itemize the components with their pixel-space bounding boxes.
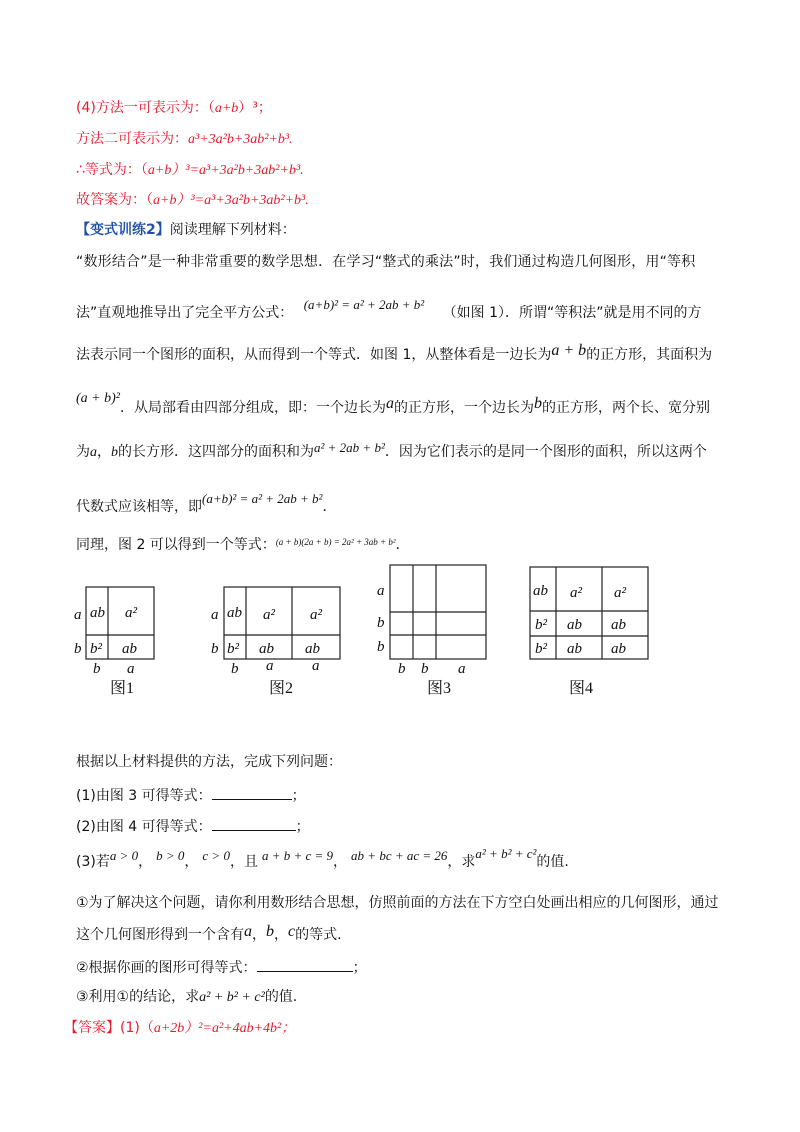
question-text: ； — [352, 960, 367, 976]
answer-blank[interactable] — [212, 785, 292, 800]
fig4-caption: 图4 — [569, 680, 594, 697]
question-1 — [76, 785, 306, 806]
question-text: ③利用①的结论，求 — [76, 989, 200, 1005]
fig2-cell-4: b² — [227, 641, 239, 657]
fig2-cell-2: a² — [263, 607, 275, 623]
answer-text: (4)方法一可表示为：（ — [76, 100, 215, 116]
para-text: 的正方形，两个长、宽分别 — [541, 400, 710, 416]
para-text: （如图 1）．所谓“等积法”就是用不同的方 — [442, 305, 702, 321]
material-para-line2 — [76, 297, 702, 323]
question-text: (1)由图 3 可得等式： — [76, 788, 212, 804]
fig1-left-label: a — [74, 607, 82, 623]
question-2 — [76, 816, 310, 837]
question-text: ， — [333, 854, 348, 870]
para-text: 法”直观地推导出了完全平方公式： — [76, 305, 294, 321]
math-expr: a > 0 — [109, 848, 139, 863]
fig1-cell-3: b² — [90, 641, 102, 657]
math-expr: c > 0 — [202, 848, 230, 863]
para-text: 的正方形，一个边长为 — [393, 400, 534, 416]
answer-line-final — [76, 190, 309, 211]
para-text: ． — [322, 499, 337, 515]
fig1-cell-4: ab — [122, 641, 137, 657]
question-text: 的值. — [264, 989, 298, 1005]
para-text: ． — [395, 537, 410, 553]
material-para-line6 — [76, 491, 337, 517]
fig4-cell-8: ab — [567, 641, 582, 657]
sub-question-1-line2 — [76, 925, 342, 945]
fig2-outline — [224, 587, 340, 659]
fig3-left-label: b — [377, 615, 385, 631]
formula-square: (a+b)² = a² + 2ab + b² — [303, 297, 425, 312]
math-expr: a² + b² + c² — [475, 846, 537, 861]
answer-text: ）³； — [238, 100, 272, 116]
variant-tag: 【变式训练2】 — [76, 222, 170, 238]
fig1-bottom-label: b — [93, 661, 101, 677]
question-text: 的等式. — [295, 927, 342, 943]
sub-question-1-line1: ①为了解决这个问题，请你利用数形结合思想，仿照前面的方法在下方空白处画出相应的几何图形，通过 — [76, 895, 719, 911]
question-text: ，且 — [229, 854, 258, 870]
math-expr: a² + b² + c² — [199, 990, 265, 1005]
answer-text: 故答案为：（ — [76, 192, 153, 208]
math-expr: b > 0 — [156, 848, 185, 863]
math-expr: ）³=a³+3a²b+3ab²+b³. — [171, 163, 304, 178]
para-text: ．因为它们表示的是同一个图形的面积，所以这两个 — [384, 444, 707, 460]
question-text: ； — [295, 819, 310, 835]
question-text: ， — [252, 927, 266, 943]
question-text: 的值. — [536, 854, 569, 870]
question-text: ， — [138, 854, 153, 870]
fig2-left-label: b — [211, 641, 219, 657]
question-text: (2)由图 4 可得等式： — [76, 819, 212, 835]
material-para-line7 — [76, 535, 410, 556]
answer-section — [64, 1018, 295, 1039]
math-expr: (a + b)² — [76, 391, 120, 406]
fig4-cell-3: a² — [614, 585, 626, 601]
para-text: 的正方形，其面积为 — [586, 347, 713, 363]
fig2-cell-6: ab — [305, 641, 320, 657]
math-expr: a+2b — [153, 1021, 185, 1036]
math-expr: a³+3a²b+3ab²+b³. — [188, 132, 293, 147]
fig4-cell-4: b² — [535, 617, 547, 633]
question-text: ②根据你画的图形可得等式： — [76, 960, 257, 976]
fig1-cell-1: ab — [90, 605, 105, 621]
fig1-cell-2: a² — [125, 605, 137, 621]
sub-question-2 — [76, 957, 367, 978]
material-para-line5 — [76, 442, 707, 463]
fig2-caption: 图2 — [269, 680, 294, 697]
question-text: ， — [274, 927, 288, 943]
para-text: 为 — [76, 444, 90, 460]
fig2-cell-1: ab — [227, 605, 242, 621]
formula-square: (a+b)² = a² + 2ab + b² — [202, 491, 323, 506]
fig2-bottom-label: a — [312, 658, 320, 674]
question-text: ，求 — [447, 854, 476, 870]
fig3-left-label: b — [377, 639, 385, 655]
material-para-line3 — [76, 342, 713, 365]
math-var: c — [288, 923, 296, 940]
fig2-cell-5: ab — [259, 641, 274, 657]
fig1-caption: 图1 — [110, 680, 135, 697]
fig4-cell-7: b² — [535, 641, 547, 657]
fig3-bottom-label: b — [421, 661, 429, 677]
fig1-bottom-label: a — [127, 661, 135, 677]
math-var: a — [90, 445, 97, 460]
para-text: 法表示同一个图形的面积，从而得到一个等式．如图 1，从整体看是一边长为 — [76, 347, 552, 363]
fig4-outline — [530, 567, 648, 659]
math-expr: a + b — [551, 342, 587, 359]
fig2-bottom-label: a — [266, 658, 274, 674]
para-text: 同理，图 2 可以得到一个等式： — [76, 537, 276, 553]
math-expr: ）²=a²+4ab+4b²； — [184, 1021, 296, 1036]
answer-line-method1 — [76, 98, 272, 119]
answer-text: (1)（ — [120, 1020, 154, 1036]
question-text: (3)若 — [76, 854, 110, 870]
sub-question-3 — [76, 987, 297, 1008]
fig4-cell-6: ab — [611, 617, 626, 633]
math-var: b — [533, 395, 542, 412]
math-expr: ab + bc + ac = 26 — [351, 848, 448, 863]
fig2-left-label: a — [211, 607, 219, 623]
math-var: b — [111, 445, 118, 460]
fig4-cell-9: ab — [611, 641, 626, 657]
math-expr: a+b — [147, 163, 172, 178]
fig1-left-label: b — [74, 641, 82, 657]
answer-tag: 【答案】 — [64, 1020, 120, 1036]
para-text: ．从局部看由四部分组成，即：一个边长为 — [119, 400, 386, 416]
figures-area — [0, 555, 800, 705]
question-text: ， — [184, 854, 199, 870]
fig3-left-label: a — [377, 583, 385, 599]
fig2-bottom-label: b — [231, 661, 239, 677]
para-text: 的长方形．这四部分的面积和为 — [118, 444, 314, 460]
answer-text: 方法二可表示为： — [76, 131, 188, 147]
question-3 — [76, 846, 569, 872]
math-expr: a+b — [153, 193, 177, 208]
fig4-cell-1: ab — [533, 583, 548, 599]
answer-blank[interactable] — [257, 957, 353, 972]
math-expr: a² + 2ab + b² — [314, 440, 385, 455]
math-var: a — [385, 395, 394, 412]
fig4-cell-2: a² — [570, 585, 582, 601]
material-para-line4 — [76, 391, 710, 419]
fig3-bottom-label: b — [398, 661, 406, 677]
questions-intro: 根据以上材料提供的方法，完成下列问题： — [76, 754, 342, 770]
fig3-bottom-label: a — [458, 661, 466, 677]
question-text: ； — [291, 788, 306, 804]
para-text: 代数式应该相等，即 — [76, 499, 202, 515]
math-expr: a+b — [214, 101, 239, 116]
para-text: ， — [97, 444, 111, 460]
answer-blank[interactable] — [212, 816, 296, 831]
fig3-caption: 图3 — [427, 680, 452, 697]
math-expr: a + b + c = 9 — [261, 848, 334, 863]
answer-line-equation — [76, 160, 304, 181]
answer-text: ∴等式为：（ — [76, 162, 148, 178]
answer-line-method2 — [76, 129, 293, 150]
fig2-cell-3: a² — [310, 607, 322, 623]
variant-intro: 阅读理解下列材料： — [169, 222, 296, 238]
fig4-cell-5: ab — [567, 617, 582, 633]
math-expr: ）³=a³+3a²b+3ab²+b³. — [176, 193, 309, 208]
math-var: b — [266, 923, 274, 940]
variant-heading — [76, 220, 296, 240]
material-para-line1: “数形结合”是一种非常重要的数学思想．在学习“整式的乘法”时，我们通过构造几何图形，用“等积 — [76, 254, 696, 270]
math-var: a — [244, 923, 252, 940]
question-text: 这个几何图形得到一个含有 — [76, 927, 244, 943]
formula-fig2: (a + b)(2a + b) = 2a² + 3ab + b² — [275, 537, 396, 547]
